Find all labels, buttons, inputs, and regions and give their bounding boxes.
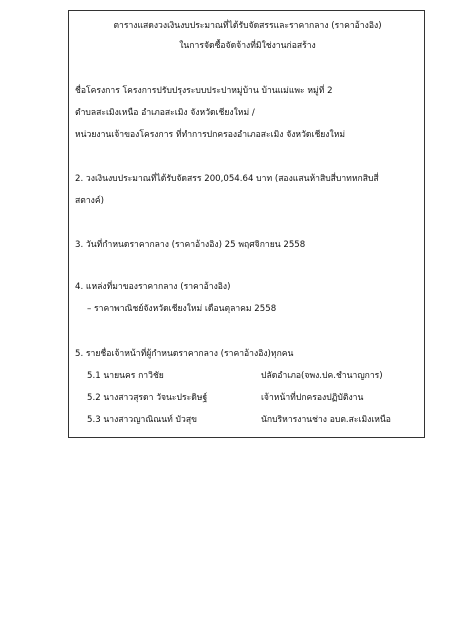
header-title: ตารางแสดงวงเงินงบประมาณที่ได้รับจัดสรรและราคากลาง (ราคาอ้างอิง) [113,21,382,31]
committee-member-name: 5.3 นางสาวญาณิณนท์ บัวสุข [87,415,197,425]
project-name: ชื่อโครงการ โครงการปรับปรุงระบบประปาหมู่บ้าน บ้านแม่แพะ หมู่ที่ 2 [75,86,333,96]
header-subtitle: ในการจัดซื้อจัดจ้างที่มิใช่งานก่อสร้าง [179,41,316,51]
committee-member-position: เจ้าหน้าที่ปกครองปฏิบัติงาน [261,393,364,403]
reference-date: 3. วันที่กำหนดราคากลาง (ราคาอ้างอิง) 25 พฤศจิกายน 2558 [75,240,306,250]
committee-member-position: นักบริหารงานช่าง อบต.สะเมิงเหนือ [261,415,391,425]
document-frame [68,10,425,438]
project-location: ตำบลสะเมิงเหนือ อำเภอสะเมิง จังหวัดเชียงใหม่ / [75,108,255,118]
project-owner: หน่วยงานเจ้าของโครงการ ที่ทำการปกครองอำเภอสะเมิง จังหวัดเชียงใหม่ [75,130,346,140]
price-source-heading: 4. แหล่งที่มาของราคากลาง (ราคาอ้างอิง) [75,282,231,292]
budget-line-cont: สตางค์) [75,196,104,206]
committee-member-name: 5.2 นางสาวสุรดา วัจนะประดิษฐ์ [87,393,208,403]
committee-member-name: 5.1 นายนคร กาวิชัย [87,371,164,381]
price-source-item: – ราคาพาณิชย์จังหวัดเชียงใหม่ เดือนตุลาคม 2558 [87,304,277,314]
committee-member-position: ปลัดอำเภอ(จพง.ปค.ชำนาญการ) [261,371,383,381]
budget-line: 2. วงเงินงบประมาณที่ได้รับจัดสรร 200,054.64 บาท (สองแสนห้าสิบสี่บาทหกสิบสี่ [75,174,379,184]
committee-heading: 5. รายชื่อเจ้าหน้าที่ผู้กำหนดราคากลาง (ราคาอ้างอิง)ทุกคน [75,349,294,359]
